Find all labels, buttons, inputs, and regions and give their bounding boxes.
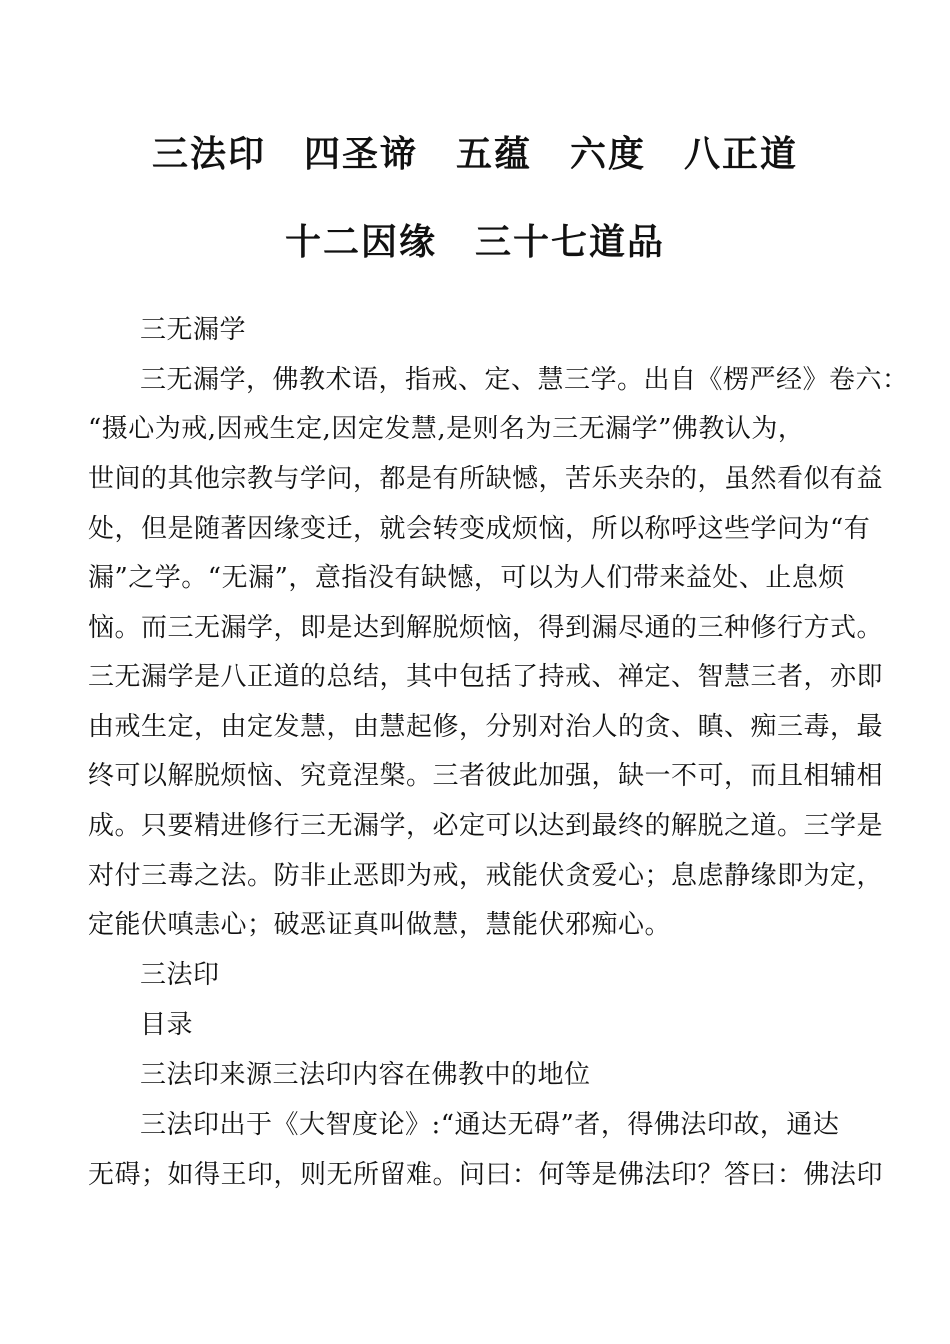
paragraph-line: 恼。而三无漏学，即是达到解脱烦恼，得到漏尽通的三种修行方式。 <box>88 613 884 643</box>
paragraph-line: 三无漏学是八正道的总结，其中包括了持戒、禅定、智慧三者，亦即 <box>88 662 884 692</box>
section-heading-san-fa-yin: 三法印 <box>140 960 220 990</box>
paragraph-line: 无碍；如得王印，则无所留难。问曰：何等是佛法印？答曰：佛法印 <box>88 1160 884 1190</box>
paragraph-line: “摄心为戒,因戒生定,因定发慧,是则名为三无漏学”佛教认为， <box>88 414 805 444</box>
table-of-contents-entries: 三法印来源三法印内容在佛教中的地位 <box>140 1060 591 1090</box>
paragraph-line: 对付三毒之法。防非止恶即为戒，戒能伏贪爱心；息虑静缘即为定， <box>88 861 884 891</box>
paragraph-line: 处，但是随著因缘变迁，就会转变成烦恼，所以称呼这些学问为“有 <box>88 514 871 544</box>
paragraph-line: 成。只要精进修行三无漏学，必定可以达到最终的解脱之道。三学是 <box>88 811 884 841</box>
paragraph-line: 三法印出于《大智度论》:“通达无碍”者，得佛法印故，通达 <box>140 1110 840 1140</box>
paragraph-line: 终可以解脱烦恼、究竟涅槃。三者彼此加强，缺一不可，而且相辅相 <box>88 761 884 791</box>
paragraph-line: 定能伏嗔恚心；破恶证真叫做慧，慧能伏邪痴心。 <box>88 910 672 940</box>
document-title-line-1: 三法印 四圣谛 五蕴 六度 八正道 <box>151 133 798 175</box>
paragraph-line: 世间的其他宗教与学问，都是有所缺憾，苦乐夹杂的，虽然看似有益 <box>88 464 884 494</box>
paragraph-line: 由戒生定，由定发慧，由慧起修，分别对治人的贪、瞋、痴三毒，最 <box>88 712 884 742</box>
section-heading-san-wu-lou-xue: 三无漏学 <box>140 315 247 345</box>
paragraph-line: 三无漏学，佛教术语，指戒、定、慧三学。出自《楞严经》卷六： <box>140 365 909 395</box>
document-title-line-2: 十二因缘 三十七道品 <box>284 221 665 263</box>
table-of-contents-heading: 目录 <box>140 1010 194 1040</box>
paragraph-line: 漏”之学。“无漏”，意指没有缺憾，可以为人们带来益处、止息烦 <box>88 563 845 593</box>
